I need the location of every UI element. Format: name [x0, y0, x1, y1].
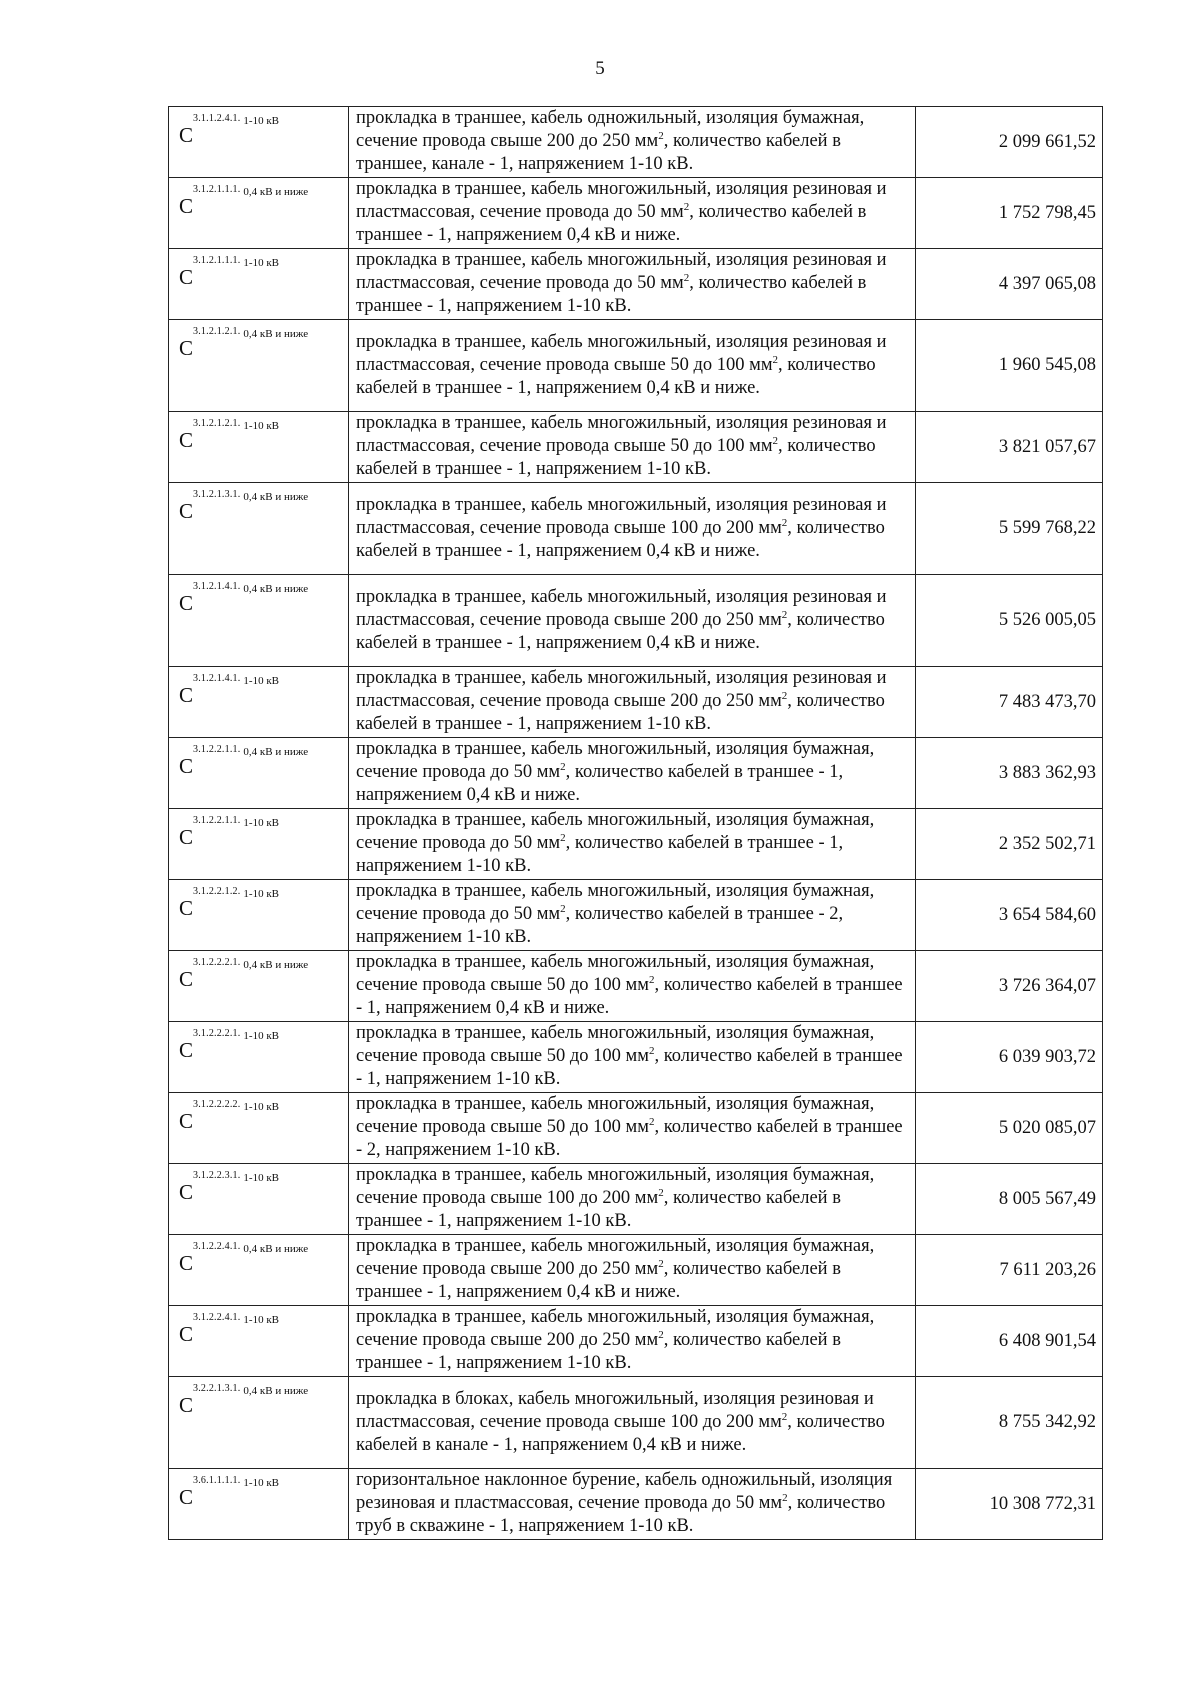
rates-table [168, 106, 1103, 1540]
table-row [169, 249, 1103, 320]
rate-code-letter: С [179, 336, 194, 360]
rate-description-exponent: 2 [648, 1044, 655, 1057]
table-row [169, 1469, 1103, 1540]
rate-description-text-end: , количество кабелей в траншее, канале - 1, напряжением 1-10 кВ. [356, 131, 841, 174]
rate-description [349, 809, 916, 880]
rate-code-voltage: 0,4 кВ и ниже [243, 328, 309, 340]
rate-code [179, 581, 308, 614]
rate-code [179, 673, 279, 706]
rate-code-letter: С [179, 499, 194, 523]
rate-description-text-end: , количество кабелей в канале - 1, напряжением 0,4 кВ и ниже. [356, 1411, 885, 1455]
rate-description-text: прокладка в траншее, кабель многожильный, изоляция бумажная, сечение провода до 50 мм [356, 810, 875, 853]
rate-description-text: прокладка в траншее, кабель многожильный, изоляция бумажная, сечение провода свыше 200 до 250 мм [356, 1236, 875, 1279]
rate-code-cell [169, 1377, 349, 1469]
rate-code-voltage: 0,4 кВ и ниже [243, 1385, 309, 1397]
table-row [169, 809, 1103, 880]
rate-code-index: 3.1.2.2.1.1. [193, 744, 241, 755]
rate-code-cell [169, 809, 349, 880]
rate-value: 5 526 005,05 [916, 575, 1103, 667]
rate-code-letter: С [179, 1109, 194, 1133]
rate-code [179, 113, 279, 146]
rate-code-cell [169, 320, 349, 412]
rate-code-cell [169, 1093, 349, 1164]
rate-description-text-end: , количество кабелей в траншее - 1, напряжением 1-10 кВ. [356, 1046, 903, 1089]
rate-description [349, 107, 916, 178]
rate-code-cell [169, 107, 349, 178]
rate-description-text-end: , количество кабелей в траншее - 2, напряжением 1-10 кВ. [356, 1117, 903, 1160]
rate-description-text-end: , количество кабелей в траншее - 1, напряжением 0,4 кВ и ниже. [356, 354, 876, 398]
rate-description-text: прокладка в траншее, кабель многожильный, изоляция резиновая и пластмассовая, сечение провода свыше 100 до 200 мм [356, 494, 887, 538]
rate-code-letter: С [179, 194, 194, 218]
rate-code [179, 1241, 308, 1274]
rate-description-exponent: 2 [560, 902, 566, 915]
rate-description-exponent: 2 [560, 831, 566, 844]
rate-value: 5 020 085,07 [916, 1093, 1103, 1164]
rate-code-index: 3.1.2.2.2.1. [193, 957, 241, 968]
table-row [169, 738, 1103, 809]
rate-value: 7 611 203,26 [916, 1235, 1103, 1306]
rate-code [179, 255, 279, 288]
table-row [169, 483, 1103, 575]
rate-description-exponent: 2 [648, 1115, 655, 1128]
rate-code-cell [169, 1022, 349, 1093]
rate-code-cell [169, 1469, 349, 1540]
rate-description-text: прокладка в траншее, кабель многожильный, изоляция резиновая и пластмассовая, сечение провода свыше 200 до 250 мм [356, 586, 887, 630]
table-row [169, 575, 1103, 667]
rate-value: 3 726 364,07 [916, 951, 1103, 1022]
rate-description-text: прокладка в траншее, кабель многожильный, изоляция бумажная, сечение провода свыше 100 до 200 мм [356, 1165, 875, 1208]
rate-description [349, 249, 916, 320]
rate-value: 3 821 057,67 [916, 412, 1103, 483]
rate-code [179, 418, 279, 451]
rate-code [179, 489, 308, 522]
rate-description [349, 320, 916, 412]
rate-description-text: прокладка в траншее, кабель многожильный, изоляция резиновая и пластмассовая, сечение провода до 50 мм [356, 250, 887, 293]
rate-code-index: 3.1.2.2.1.2. [193, 886, 241, 897]
rate-description-text-end: , количество кабелей в траншее - 1, напряжением 0,4 кВ и ниже. [356, 517, 885, 561]
rate-value: 1 752 798,45 [916, 178, 1103, 249]
rate-code-voltage: 1-10 кВ [243, 1477, 280, 1489]
rate-description-text: прокладка в траншее, кабель многожильный, изоляция бумажная, сечение провода до 50 мм [356, 881, 875, 924]
rate-code-letter: С [179, 1393, 194, 1417]
rate-description-text-end: , количество кабелей в траншее - 1, напряжением 1-10 кВ. [356, 436, 876, 479]
rate-description-exponent: 2 [658, 1328, 664, 1341]
rate-code-index: 3.2.2.1.3.1. [193, 1383, 241, 1394]
rate-code-voltage: 1-10 кВ [243, 1172, 280, 1184]
rate-code-cell [169, 738, 349, 809]
rate-description-text-end: , количество кабелей в траншее - 1, напряжением 0,4 кВ и ниже. [356, 609, 885, 653]
rate-value: 3 654 584,60 [916, 880, 1103, 951]
rate-code [179, 1170, 279, 1203]
rate-code-letter: С [179, 967, 194, 991]
rate-value: 5 599 768,22 [916, 483, 1103, 575]
table-row [169, 1093, 1103, 1164]
rate-description-text: прокладка в траншее, кабель одножильный, изоляция бумажная, сечение провода свыше 200 до 250 мм [356, 108, 865, 151]
table-row [169, 1377, 1103, 1469]
rate-value: 10 308 772,31 [916, 1469, 1103, 1540]
rate-code-voltage: 0,4 кВ и ниже [243, 583, 309, 595]
rate-code-voltage: 0,4 кВ и ниже [243, 746, 309, 758]
rate-code-letter: С [179, 1180, 194, 1204]
rate-description-text-end: , количество кабелей в траншее - 1, напряжением 1-10 кВ. [356, 691, 885, 734]
page-number: 5 [595, 58, 605, 79]
table-row [169, 1306, 1103, 1377]
rate-description-exponent: 2 [560, 760, 566, 773]
rate-code-cell [169, 667, 349, 738]
rate-value: 3 883 362,93 [916, 738, 1103, 809]
rate-description-text: прокладка в траншее, кабель многожильный, изоляция резиновая и пластмассовая, сечение провода свыше 50 до 100 мм [356, 331, 887, 375]
rate-value: 1 960 545,08 [916, 320, 1103, 412]
rate-code [179, 744, 308, 777]
rate-code-voltage: 1-10 кВ [243, 1030, 280, 1042]
rate-code-index: 3.1.2.1.2.1. [193, 326, 241, 337]
rate-code-voltage: 1-10 кВ [243, 115, 280, 127]
rate-description-text-end: , количество кабелей в траншее - 1, напряжением 0,4 кВ и ниже. [356, 762, 844, 805]
table-row [169, 667, 1103, 738]
rate-code [179, 815, 279, 848]
rate-code-voltage: 0,4 кВ и ниже [243, 491, 309, 503]
rate-description [349, 1235, 916, 1306]
rate-description [349, 880, 916, 951]
rate-description-exponent: 2 [683, 200, 690, 213]
rate-value: 7 483 473,70 [916, 667, 1103, 738]
rate-code-index: 3.1.2.1.1.1. [193, 184, 241, 195]
rate-description [349, 1377, 916, 1469]
rate-description-exponent: 2 [781, 1410, 788, 1423]
rate-description-text-end: , количество кабелей в траншее - 2, напряжением 1-10 кВ. [356, 904, 844, 947]
rate-code-voltage: 0,4 кВ и ниже [243, 1243, 309, 1255]
rate-description-text-end: , количество кабелей в траншее - 1, напряжением 1-10 кВ. [356, 1188, 841, 1231]
rate-code-voltage: 1-10 кВ [243, 420, 280, 432]
rate-description [349, 738, 916, 809]
table-row [169, 320, 1103, 412]
rate-description-exponent: 2 [772, 434, 779, 447]
rate-description-text-end: , количество кабелей в траншее - 1, напряжением 0,4 кВ и ниже. [356, 975, 903, 1018]
rate-description-text: прокладка в траншее, кабель многожильный, изоляция бумажная, сечение провода свыше 50 до 100 мм [356, 1023, 875, 1066]
table-row [169, 107, 1103, 178]
rate-description [349, 1469, 916, 1540]
rate-code [179, 1475, 279, 1508]
table-row [169, 880, 1103, 951]
rate-code-cell [169, 483, 349, 575]
rate-code-cell [169, 412, 349, 483]
table-row [169, 412, 1103, 483]
rate-description-exponent: 2 [683, 271, 690, 284]
rate-description [349, 483, 916, 575]
rate-code-index: 3.1.1.2.4.1. [193, 113, 241, 124]
rate-code [179, 1099, 279, 1132]
rate-code-letter: С [179, 591, 194, 615]
rate-code-voltage: 1-10 кВ [243, 817, 280, 829]
rate-description-exponent: 2 [781, 689, 788, 702]
rate-description-text-end: , количество кабелей в траншее - 1, напряжением 1-10 кВ. [356, 833, 844, 876]
rate-code-letter: С [179, 123, 194, 147]
rate-description [349, 575, 916, 667]
rate-description-text: прокладка в траншее, кабель многожильный, изоляция бумажная, сечение провода свыше 50 до 100 мм [356, 1094, 875, 1137]
rate-code-cell [169, 951, 349, 1022]
rate-code-voltage: 0,4 кВ и ниже [243, 186, 309, 198]
rate-code-index: 3.1.2.2.3.1. [193, 1170, 241, 1181]
rate-code-index: 3.1.2.2.4.1. [193, 1241, 241, 1252]
rate-code [179, 184, 308, 217]
table-row [169, 1164, 1103, 1235]
rate-code-cell [169, 1306, 349, 1377]
rate-value: 2 099 661,52 [916, 107, 1103, 178]
rate-code-index: 3.1.2.2.2.2. [193, 1099, 241, 1110]
rate-code-cell [169, 249, 349, 320]
rate-description-text-end: , количество труб в скважине - 1, напряжением 1-10 кВ. [356, 1493, 886, 1536]
rate-code-letter: С [179, 896, 194, 920]
rate-code-letter: С [179, 1485, 194, 1509]
rate-code-letter: С [179, 265, 194, 289]
rate-code [179, 886, 279, 919]
rates-table-body [169, 107, 1103, 1540]
rate-description-exponent: 2 [658, 129, 664, 142]
rate-code-index: 3.1.2.2.4.1. [193, 1312, 241, 1323]
rate-code-index: 3.1.2.2.2.1. [193, 1028, 241, 1039]
rate-code [179, 1312, 279, 1345]
rate-code [179, 1383, 308, 1416]
rate-code-cell [169, 1235, 349, 1306]
rate-code-index: 3.1.2.1.2.1. [193, 418, 241, 429]
rate-value: 2 352 502,71 [916, 809, 1103, 880]
table-row [169, 951, 1103, 1022]
rate-description [349, 951, 916, 1022]
rate-description-text: горизонтальное наклонное бурение, кабель одножильный, изоляция резиновая и пластмассовая, сечение провода до 50 мм [356, 1470, 893, 1513]
rate-description-text-end: , количество кабелей в траншее - 1, напряжением 0,4 кВ и ниже. [356, 202, 867, 245]
rate-description [349, 412, 916, 483]
rate-description-text: прокладка в траншее, кабель многожильный, изоляция резиновая и пластмассовая, сечение провода свыше 50 до 100 мм [356, 413, 887, 456]
rate-description [349, 1306, 916, 1377]
table-row [169, 1235, 1103, 1306]
rate-code-voltage: 1-10 кВ [243, 675, 280, 687]
rate-description-exponent: 2 [782, 1491, 788, 1504]
rate-description-text-end: , количество кабелей в траншее - 1, напряжением 1-10 кВ. [356, 1330, 841, 1373]
rate-description-exponent: 2 [658, 1186, 664, 1199]
rate-value: 6 408 901,54 [916, 1306, 1103, 1377]
rate-value: 6 039 903,72 [916, 1022, 1103, 1093]
rate-description-exponent: 2 [781, 516, 788, 529]
rate-description-exponent: 2 [658, 1257, 664, 1270]
table-row [169, 178, 1103, 249]
rate-code-voltage: 1-10 кВ [243, 1314, 280, 1326]
rate-description-exponent: 2 [772, 353, 779, 366]
rate-code-voltage: 1-10 кВ [243, 888, 280, 900]
rate-code-letter: С [179, 1251, 194, 1275]
rate-code-voltage: 0,4 кВ и ниже [243, 959, 309, 971]
rate-value: 8 005 567,49 [916, 1164, 1103, 1235]
rate-description-exponent: 2 [781, 608, 788, 621]
rate-description-text: прокладка в блоках, кабель многожильный, изоляция резиновая и пластмассовая, сечение провода свыше 100 до 200 мм [356, 1388, 874, 1432]
rate-code-cell [169, 575, 349, 667]
rate-code [179, 1028, 279, 1061]
rate-description [349, 1022, 916, 1093]
rate-code-letter: С [179, 683, 194, 707]
rate-description [349, 178, 916, 249]
rate-code-index: 3.1.2.1.3.1. [193, 489, 241, 500]
rate-value: 8 755 342,92 [916, 1377, 1103, 1469]
rate-description [349, 667, 916, 738]
rate-code-index: 3.1.2.1.1.1. [193, 255, 241, 266]
rate-description-text: прокладка в траншее, кабель многожильный, изоляция бумажная, сечение провода свыше 50 до 100 мм [356, 952, 875, 995]
rate-description-text: прокладка в траншее, кабель многожильный, изоляция бумажная, сечение провода до 50 мм [356, 739, 875, 782]
rate-code-letter: С [179, 428, 194, 452]
rate-code-voltage: 1-10 кВ [243, 257, 280, 269]
rate-code-letter: С [179, 1038, 194, 1062]
rate-description-text: прокладка в траншее, кабель многожильный, изоляция бумажная, сечение провода свыше 200 до 250 мм [356, 1307, 875, 1350]
rate-code [179, 957, 308, 990]
rate-value: 4 397 065,08 [916, 249, 1103, 320]
rate-code [179, 326, 308, 359]
rate-description-text: прокладка в траншее, кабель многожильный, изоляция резиновая и пластмассовая, сечение провода свыше 200 до 250 мм [356, 668, 887, 711]
rate-description [349, 1164, 916, 1235]
rate-code-cell [169, 178, 349, 249]
table-row [169, 1022, 1103, 1093]
rate-code-letter: С [179, 754, 194, 778]
rate-description [349, 1093, 916, 1164]
rate-description-text-end: , количество кабелей в траншее - 1, напряжением 1-10 кВ. [356, 273, 867, 316]
rate-code-cell [169, 1164, 349, 1235]
rate-code-index: 3.6.1.1.1.1. [193, 1475, 241, 1486]
rate-code-cell [169, 880, 349, 951]
rate-description-text-end: , количество кабелей в траншее - 1, напряжением 0,4 кВ и ниже. [356, 1259, 841, 1302]
rate-code-voltage: 1-10 кВ [243, 1101, 280, 1113]
rate-description-text: прокладка в траншее, кабель многожильный, изоляция резиновая и пластмассовая, сечение провода до 50 мм [356, 179, 887, 222]
rate-code-index: 3.1.2.1.4.1. [193, 581, 241, 592]
rate-code-index: 3.1.2.2.1.1. [193, 815, 241, 826]
rate-description-exponent: 2 [648, 973, 655, 986]
rate-code-index: 3.1.2.1.4.1. [193, 673, 241, 684]
rate-code-letter: С [179, 1322, 194, 1346]
rate-code-letter: С [179, 825, 194, 849]
